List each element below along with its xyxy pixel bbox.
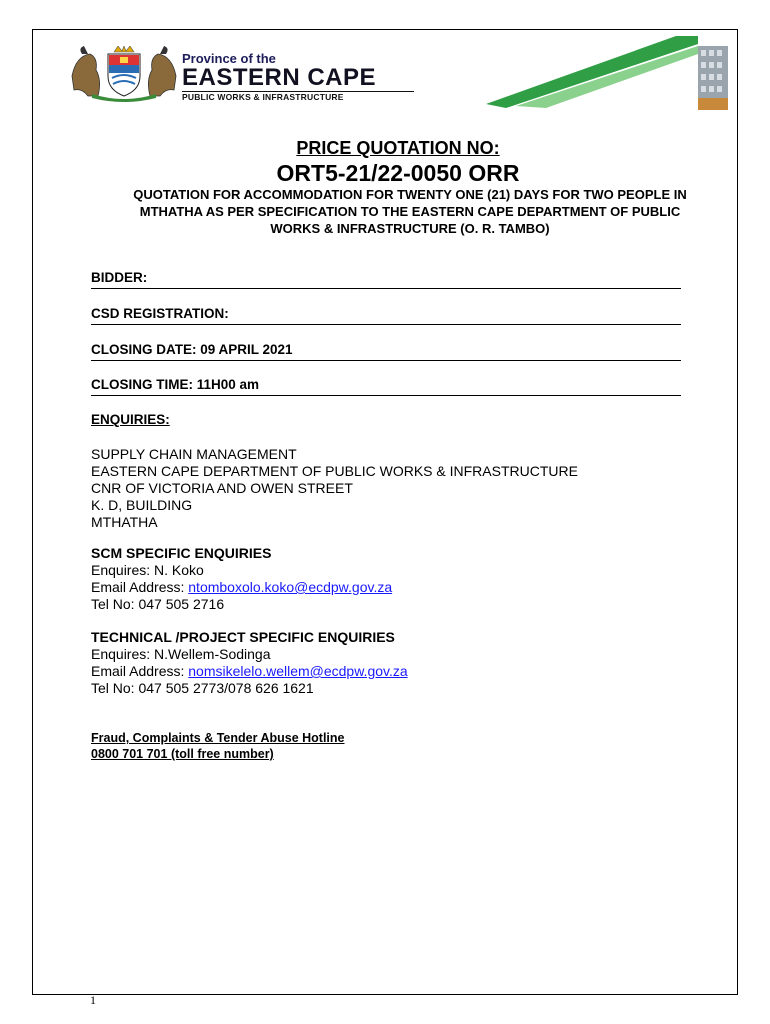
address-line: CNR OF VICTORIA AND OWEN STREET	[91, 480, 353, 496]
coat-of-arms-icon	[68, 46, 180, 102]
logo-line-department: PUBLIC WORKS & INFRASTRUCTURE	[182, 92, 344, 102]
address-line: EASTERN CAPE DEPARTMENT OF PUBLIC WORKS & INFRASTRUCTURE	[91, 463, 578, 479]
page-number: 1	[90, 993, 96, 1007]
quotation-description: QUOTATION FOR ACCOMMODATION FOR TWENTY ONE (21) DAYS FOR TWO PEOPLE IN MTHATHA AS PER SPECIFICATION TO THE EASTERN CAPE DEPARTMENT OF PUBLIC WORKS & INFRASTRUCTURE (O. R. TAMBO)	[133, 187, 687, 236]
hotline-title: Fraud, Complaints & Tender Abuse Hotline	[91, 731, 345, 745]
logo-line-eastern-cape: EASTERN CAPE	[182, 66, 414, 92]
scm-heading: SCM SPECIFIC ENQUIRIES	[91, 545, 272, 561]
quotation-title-label: PRICE QUOTATION NO:	[296, 138, 500, 158]
scm-email-label: Email Address:	[91, 579, 189, 595]
technical-email-row	[91, 663, 408, 680]
scm-enquires: Enquires: N. Koko	[91, 562, 204, 578]
address-line: K. D, BUILDING	[91, 497, 193, 513]
scm-email-row	[91, 579, 392, 596]
technical-email-link[interactable]: nomsikelelo.wellem@ecdpw.gov.za	[188, 663, 408, 679]
enquiries-heading: ENQUIRIES:	[91, 412, 170, 427]
scm-email-link[interactable]: ntomboxolo.koko@ecdpw.gov.za	[188, 579, 393, 595]
technical-enquiries-block	[91, 629, 408, 697]
technical-enquires: Enquires: N.Wellem-Sodinga	[91, 646, 271, 662]
bidder-field: BIDDER:	[91, 270, 681, 289]
address-line: SUPPLY CHAIN MANAGEMENT	[91, 446, 297, 462]
fraud-hotline	[91, 730, 345, 762]
address-line: MTHATHA	[91, 514, 158, 530]
quotation-number: ORT5-21/22-0050 ORR	[276, 160, 520, 186]
closing-time-field: CLOSING TIME: 11H00 am	[91, 377, 681, 396]
technical-email-label: Email Address:	[91, 663, 189, 679]
scm-tel: Tel No: 047 505 2716	[91, 596, 225, 612]
logo-line-province: Province of the	[182, 51, 276, 66]
eastern-cape-logo	[68, 46, 413, 102]
technical-heading: TECHNICAL /PROJECT SPECIFIC ENQUIRIES	[91, 629, 395, 645]
hotline-number: 0800 701 701 (toll free number)	[91, 747, 274, 761]
scm-enquiries-block	[91, 545, 392, 613]
technical-tel: Tel No: 047 505 2773/078 626 1621	[91, 680, 314, 696]
enquiries-address	[91, 446, 578, 531]
csd-registration-field: CSD REGISTRATION:	[91, 306, 681, 325]
corner-building-graphic	[486, 32, 728, 112]
closing-date-field: CLOSING DATE: 09 APRIL 2021	[91, 342, 681, 361]
